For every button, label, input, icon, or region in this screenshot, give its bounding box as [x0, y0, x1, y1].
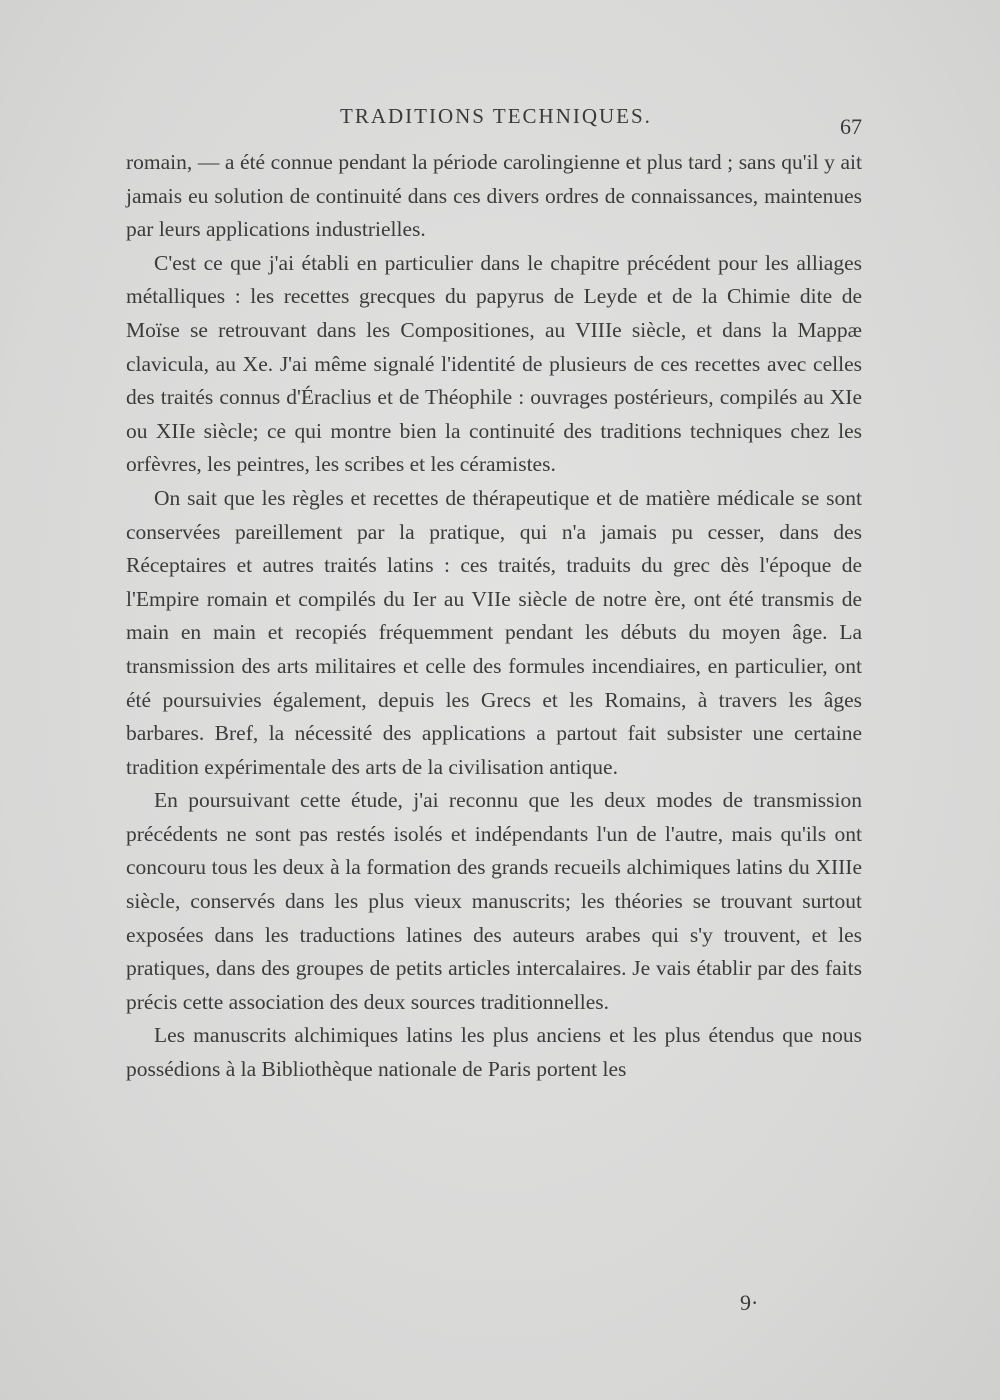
paragraph: C'est ce que j'ai établi en particulier dans le chapitre précédent pour les alliages métalliques : les recettes grecques du papyrus de Leyde et de la Chimie dite de Moïse se retrouvant dans les Compositiones, au VIIIe siècle, et dans la Mappæ clavicula, au Xe. J'ai même signalé l'identité de plusieurs de ces recettes avec celles des traités connus d'Éraclius et de Théophile : ouvrages postérieurs, compilés au XIe ou XIIe siècle; ce qui montre bien la continuité des traditions techniques chez les orfèvres, les peintres, les scribes et les céramistes. [126, 250, 862, 477]
running-head [0, 104, 1000, 139]
page-number: 67 [840, 114, 862, 139]
running-title: TRADITIONS TECHNIQUES. [340, 104, 652, 128]
paragraph: Les manuscrits alchimiques latins les plus anciens et les plus étendus que nous possédions à la Bibliothèque nationale de Paris portent les [126, 1023, 862, 1082]
paragraph-continuation: romain, — a été connue pendant la période carolingienne et plus tard ; sans qu'il y ait jamais eu solution de continuité dans ces divers ordres de connaissances, maintenues par leurs applications industrielles. [126, 150, 862, 242]
paragraph: En poursuivant cette étude, j'ai reconnu que les deux modes de transmission précédents ne sont pas restés isolés et indépendants l'un de l'autre, mais qu'ils ont concouru tous les deux à la formation des grands recueils alchimiques latins du XIIIe siècle, conservés dans les plus vieux manuscrits; les théories se trouvant surtout exposées dans les traductions latines des auteurs arabes qui s'y trouvent, et les pratiques, dans des groupes de petits articles intercalaires. Je vais établir par des faits précis cette association des deux sources traditionnelles. [126, 788, 862, 1014]
paragraph: On sait que les règles et recettes de thérapeutique et de matière médicale se sont conservées pareillement par la pratique, qui n'a jamais pu cesser, dans des Réceptaires et autres traités latins : ces traités, traduits du grec dès l'époque de l'Empire romain et compilés du Ier au VIIe siècle de notre ère, ont été transmis de main en main et recopiés fréquemment pendant les débuts du moyen âge. La transmission des arts militaires et celle des formules incendiaires, en particulier, ont été poursuivies également, depuis les Grecs et les Romains, à travers les âges barbares. Bref, la nécessité des applications a partout fait subsister une certaine tradition expérimentale des arts de la civilisation antique. [126, 485, 862, 779]
body-text [126, 146, 862, 1087]
signature-mark: 9· [740, 1290, 759, 1315]
